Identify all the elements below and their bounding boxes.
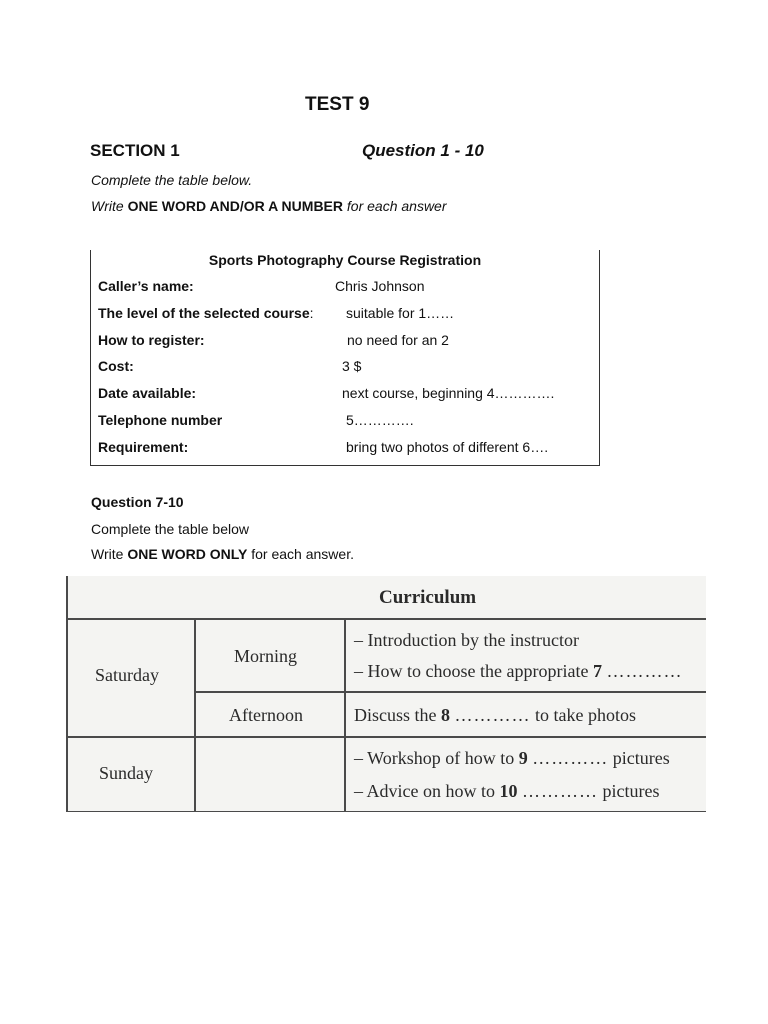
instruction-line-1: Complete the table below. bbox=[91, 172, 253, 188]
row-value: suitable for 1…… bbox=[346, 305, 455, 321]
registration-table bbox=[90, 250, 600, 466]
saturday-afternoon-item: Discuss the 8 ………… to take photos bbox=[354, 705, 636, 725]
row-value: 5…………. bbox=[346, 412, 414, 428]
row-value: bring two photos of different 6…. bbox=[346, 439, 549, 455]
page-title: TEST 9 bbox=[305, 94, 370, 115]
sunday-item-2: – Advice on how to 10 ………… pictures bbox=[354, 781, 660, 801]
column-rule bbox=[194, 619, 196, 812]
question-range: Question 1 - 10 bbox=[362, 141, 484, 160]
row-label: How to register: bbox=[98, 332, 205, 348]
saturday-morning-item-1: – Introduction by the instructor bbox=[354, 630, 579, 650]
row-value: no need for an 2 bbox=[347, 332, 449, 348]
registration-title: Sports Photography Course Registration bbox=[208, 252, 482, 268]
saturday-morning-item-2: – How to choose the appropriate 7 ………… bbox=[354, 661, 683, 681]
row-rule bbox=[66, 736, 706, 738]
table-border-left bbox=[66, 576, 68, 812]
table-rule bbox=[66, 618, 706, 620]
session-morning: Morning bbox=[234, 646, 297, 666]
row-label: Telephone number bbox=[98, 412, 223, 428]
row-value: 3 $ bbox=[342, 358, 362, 374]
session-afternoon: Afternoon bbox=[229, 705, 303, 725]
instruction-emphasis: ONE WORD AND/OR A NUMBER bbox=[127, 198, 343, 214]
day-saturday: Saturday bbox=[95, 665, 159, 685]
row-value: next course, beginning 4…………. bbox=[342, 385, 555, 401]
column-rule bbox=[344, 619, 346, 812]
instruction-prefix: Write bbox=[91, 198, 128, 214]
row-rule bbox=[194, 691, 706, 693]
instruction-suffix: for each answer. bbox=[247, 546, 354, 562]
sunday-item-1: – Workshop of how to 9 ………… pictures bbox=[354, 748, 670, 768]
instruction-emphasis: ONE WORD ONLY bbox=[127, 546, 248, 562]
row-label: The level of the selected course: bbox=[98, 305, 314, 321]
part2-instruction-2 bbox=[91, 546, 354, 562]
part2-instruction-1: Complete the table below bbox=[91, 521, 249, 537]
row-label: Requirement: bbox=[98, 439, 189, 455]
part2-heading: Question 7-10 bbox=[91, 494, 184, 510]
curriculum-table bbox=[66, 576, 706, 812]
instruction-suffix: for each answer bbox=[343, 198, 447, 214]
curriculum-title: Curriculum bbox=[379, 587, 477, 608]
instruction-line-2 bbox=[91, 198, 447, 214]
day-sunday: Sunday bbox=[99, 763, 153, 783]
row-label: Cost: bbox=[98, 358, 134, 374]
row-label: Caller’s name: bbox=[98, 278, 194, 294]
row-value: Chris Johnson bbox=[335, 278, 425, 294]
section-heading: SECTION 1 bbox=[90, 141, 180, 160]
table-border-bottom bbox=[66, 811, 706, 812]
instruction-prefix: Write bbox=[91, 546, 128, 562]
row-label: Date available: bbox=[98, 385, 197, 401]
